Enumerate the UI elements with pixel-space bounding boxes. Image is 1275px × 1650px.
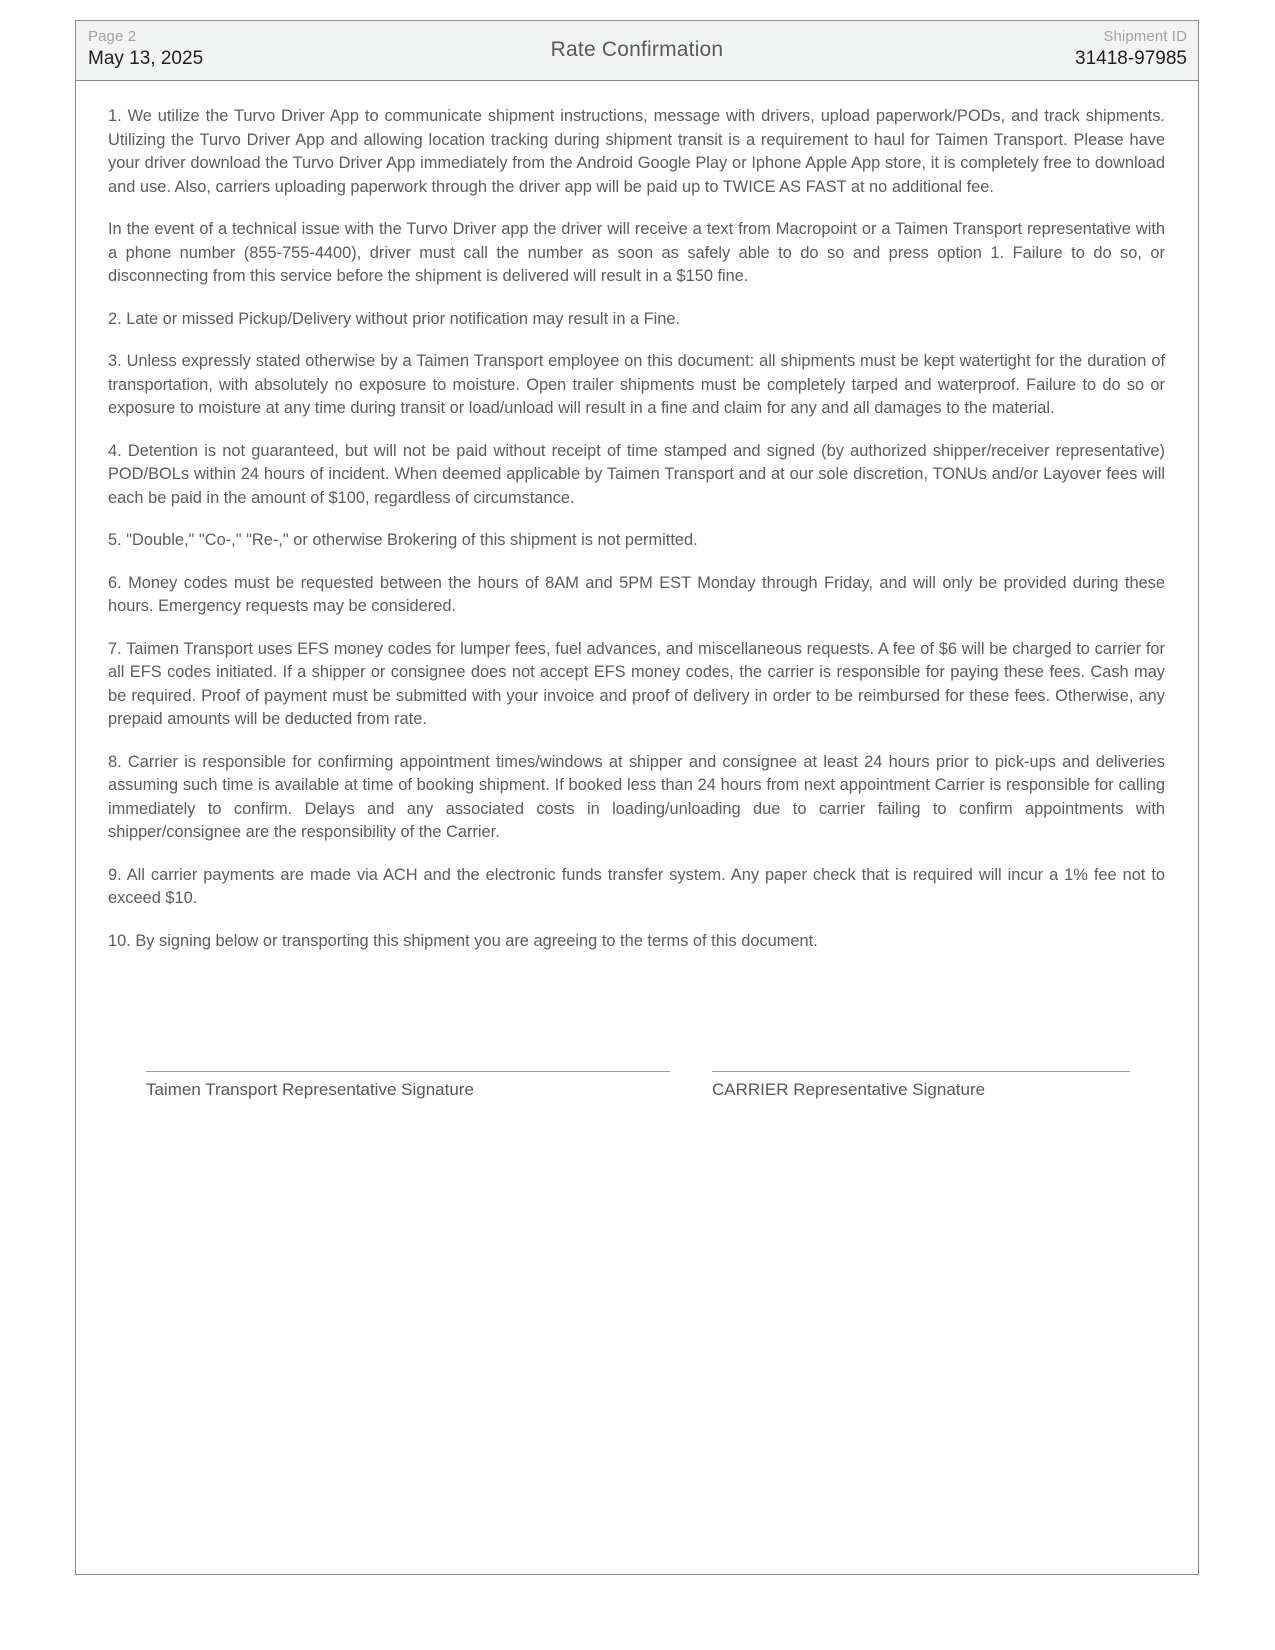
document-date: May 13, 2025	[88, 48, 204, 69]
signature-line	[712, 1071, 1130, 1072]
document-page	[75, 20, 1199, 1575]
signature-line	[146, 1071, 670, 1072]
term-paragraph: 6. Money codes must be requested between the hours of 8AM and 5PM EST Monday through Friday, and will only be provided during these hours. Emergency requests may be considered.	[108, 573, 1165, 615]
term-paragraph: 3. Unless expressly stated otherwise by a Taimen Transport employee on this document: all shipments must be kept watertight for the duration of transportation, with absolutely no exposure to moisture. Open trailer shipments must be completely tarped and waterproof. Failure to do so or exposure to moisture at any time during transit or load/unload will result in a fine and claim for any and all damages to the material.	[108, 352, 1165, 417]
term-paragraph: 1. We utilize the Turvo Driver App to communicate shipment instructions, message with drivers, upload paperwork/PODs, and track shipments. Utilizing the Turvo Driver App and allowing location tracking during shipment transit is a requirement to haul for Taimen Transport. Please have your driver download the Turvo Driver App immediately from the Android Google Play or Iphone Apple App store, it is completely free to download and use. Also, carriers uploading paperwork through the driver app will be paid up to TWICE AS FAST at no additional fee.	[108, 107, 1165, 196]
shipment-id: 31418-97985	[1075, 48, 1187, 69]
shipment-id-label: Shipment ID	[1103, 28, 1187, 45]
header-right	[1075, 28, 1187, 72]
term-paragraph: 2. Late or missed Pickup/Delivery without prior notification may result in a Fine.	[108, 309, 681, 328]
term-paragraph: 4. Detention is not guaranteed, but will not be paid without receipt of time stamped and signed (by authorized shipper/receiver representative) POD/BOLs within 24 hours of incident. When deemed applicable by Taimen Transport and at our sole discretion, TONUs and/or Layover fees will each be paid in the amount of $100, regardless of circumstance.	[108, 441, 1165, 507]
carrier-signature-label: CARRIER Representative Signature	[712, 1080, 986, 1099]
term-paragraph: 7. Taimen Transport uses EFS money codes for lumper fees, fuel advances, and miscellaneous requests. A fee of $6 will be charged to carrier for all EFS codes initiated. If a shipper or consignee does not accept EFS money codes, the carrier is responsible for paying these fees. Cash may be required. Proof of payment must be submitted with your invoice and proof of delivery in order to be reimbursed for these fees. Otherwise, any prepaid amounts will be deducted from rate.	[108, 639, 1165, 728]
term-paragraph: In the event of a technical issue with the Turvo Driver app the driver will receive a text from Macropoint or a Taimen Transport representative with a phone number (855-755-4400), driver must call the number as soon as safely able to do so and press option 1. Failure to do so, or disconnecting from this service before the shipment is delivered will result in a $150 fine.	[108, 220, 1165, 285]
taimen-signature-block	[146, 1071, 670, 1100]
page-number: Page 2	[88, 28, 137, 45]
term-paragraph: 10. By signing below or transporting this shipment you are agreeing to the terms of this document.	[108, 931, 818, 950]
terms-list	[108, 105, 1165, 972]
term-paragraph: 8. Carrier is responsible for confirming appointment times/windows at shipper and consignee at least 24 hours prior to pick-ups and deliveries assuming such time is available at time of booking shipment. If booked less than 24 hours from next appointment Carrier is responsible for calling immediately to confirm. Delays and any associated costs in loading/unloading due to carrier failing to confirm appointments with shipper/consignee are the responsibility of the Carrier.	[108, 752, 1165, 841]
document-title: Rate Confirmation	[550, 38, 724, 61]
page-header	[76, 21, 1198, 81]
term-paragraph: 5. "Double," "Co-," "Re-," or otherwise Brokering of this shipment is not permitted.	[108, 531, 698, 549]
carrier-signature-block	[712, 1071, 1130, 1100]
taimen-signature-label: Taimen Transport Representative Signature	[146, 1080, 474, 1099]
term-paragraph: 9. All carrier payments are made via ACH and the electronic funds transfer system. Any paper check that is required will incur a 1% fee not to exceed $10.	[108, 865, 1165, 907]
